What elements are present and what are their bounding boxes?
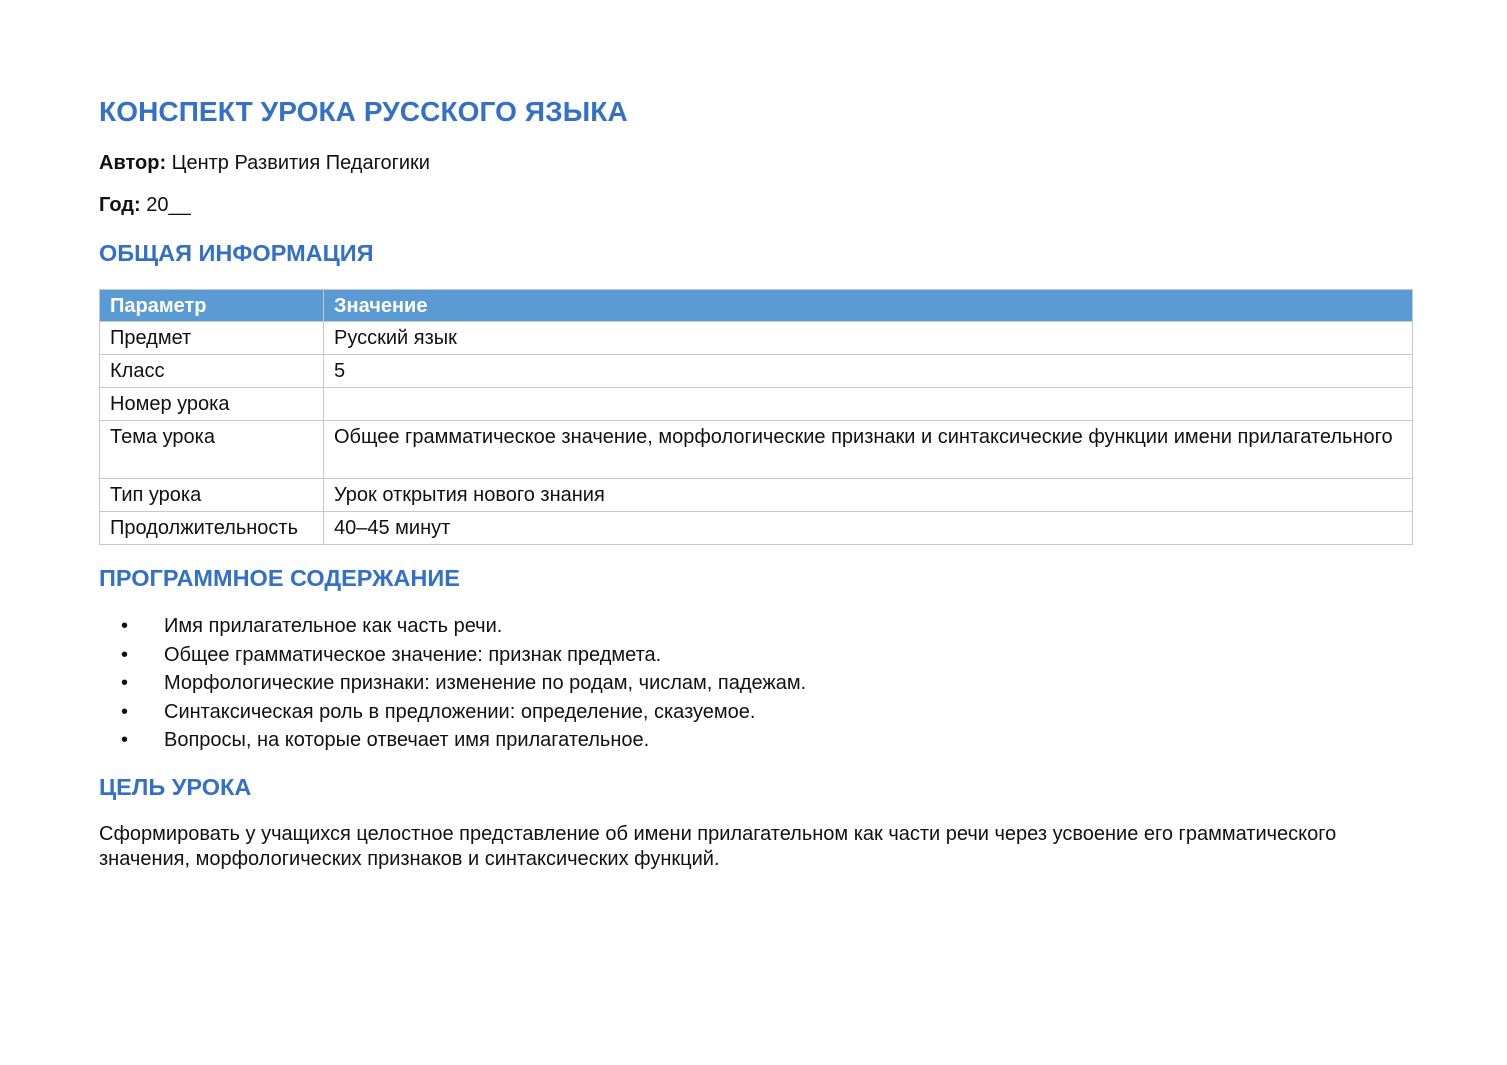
column-header-value: Значение (324, 290, 1413, 322)
author-value: Центр Развития Педагогики (171, 152, 430, 174)
section-heading-goal: ЦЕЛЬ УРОКА (99, 774, 252, 800)
list-item-text: Общее грамматическое значение: признак предмета. (164, 643, 662, 666)
year-line (99, 194, 191, 217)
table-row (100, 355, 1413, 388)
table-cell-parameter: Тип урока (100, 479, 324, 512)
table-row (100, 512, 1413, 545)
list-item (99, 641, 806, 670)
general-info-table (99, 289, 1413, 545)
list-item-text: Вопросы, на которые отвечает имя прилагательное. (164, 729, 650, 751)
table-cell-parameter: Тема урока (100, 421, 324, 479)
list-item (99, 612, 806, 641)
bullet-marker: • (121, 729, 129, 751)
bullet-marker: • (121, 615, 129, 637)
bullet-marker: • (121, 672, 129, 694)
section-heading-general: ОБЩАЯ ИНФОРМАЦИЯ (99, 240, 374, 266)
list-item (99, 669, 806, 698)
year-value: 20__ (146, 194, 191, 216)
table-cell-value: 40–45 минут (324, 512, 1413, 545)
list-item-text: Имя прилагательное как часть речи. (164, 615, 503, 637)
list-item-text: Синтаксическая роль в предложении: определение, сказуемое. (164, 700, 756, 723)
table-cell-parameter: Продолжительность (100, 512, 324, 545)
list-item (99, 698, 806, 727)
table-row (100, 479, 1413, 512)
author-line (99, 152, 430, 175)
table-cell-parameter: Класс (100, 355, 324, 388)
year-label: Год: (99, 194, 141, 216)
goal-paragraph: Сформировать у учащихся целостное представление об имени прилагательном как части речи через усвоение его грамматического значения, морфологических признаков и синтаксических функций. (99, 823, 1337, 870)
table-cell-value (324, 388, 1413, 421)
table-cell-parameter: Предмет (100, 322, 324, 355)
table-cell-value: 5 (324, 355, 1413, 388)
table-row (100, 388, 1413, 421)
program-content-list (99, 612, 806, 755)
table-cell-parameter: Номер урока (100, 388, 324, 421)
author-label: Автор: (99, 152, 167, 174)
table-cell-value: Русский язык (324, 322, 1413, 355)
section-heading-program: ПРОГРАММНОЕ СОДЕРЖАНИЕ (99, 565, 460, 591)
table-cell-value: Общее грамматическое значение, морфологические признаки и синтаксические функции имени прилагательного (324, 421, 1413, 479)
list-item (99, 726, 806, 755)
list-item-text: Морфологические признаки: изменение по родам, числам, падежам. (164, 672, 807, 694)
bullet-marker: • (121, 700, 129, 723)
table-row (100, 421, 1413, 479)
column-header-parameter: Параметр (100, 290, 324, 322)
table-cell-value: Урок открытия нового знания (324, 479, 1413, 512)
table-row (100, 322, 1413, 355)
table-header-row (100, 290, 1413, 322)
bullet-marker: • (121, 643, 129, 666)
document-title: КОНСПЕКТ УРОКА РУССКОГО ЯЗЫКА (99, 96, 628, 127)
